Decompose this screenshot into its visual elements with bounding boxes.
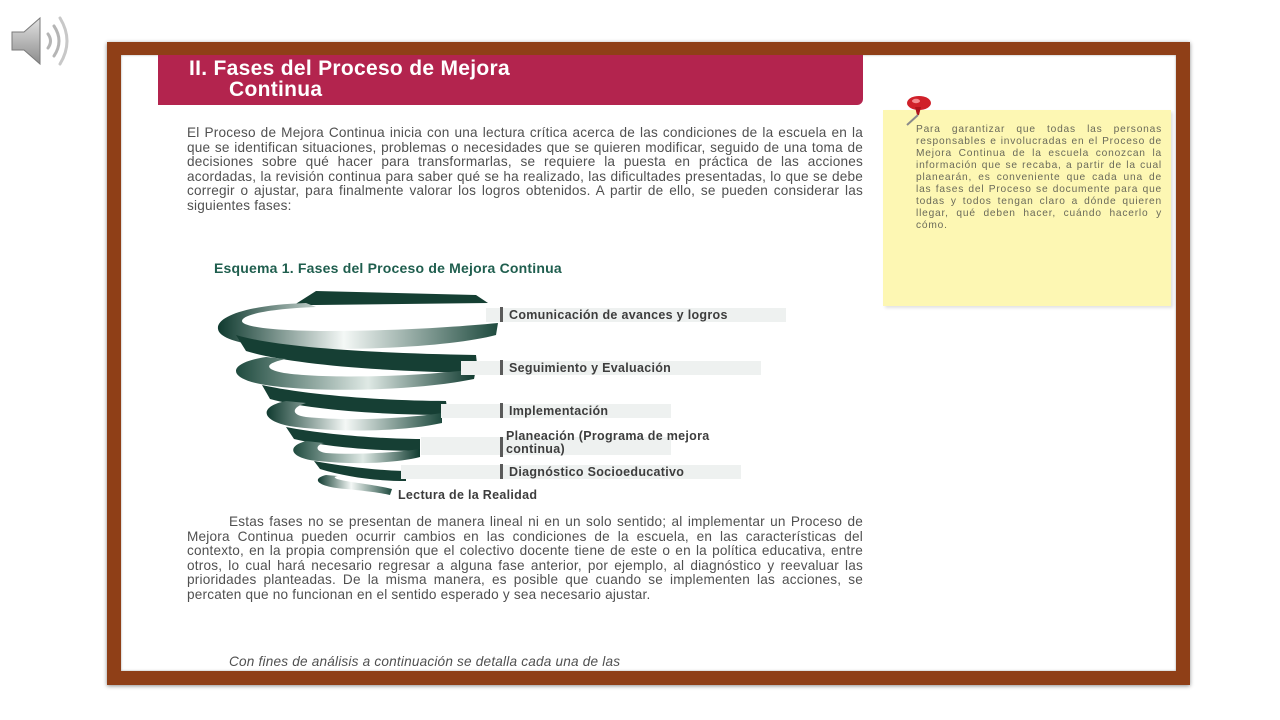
picture-frame bbox=[107, 42, 1190, 685]
phase-marker-4 bbox=[500, 437, 503, 457]
speaker-icon[interactable] bbox=[8, 12, 74, 70]
phase-label-planning: Planeación (Programa de mejora continua) bbox=[506, 429, 710, 456]
document-page bbox=[121, 55, 1176, 671]
intro-paragraph: El Proceso de Mejora Continua inicia con una lectura crítica acerca de las condiciones de la escuela en la que se identifican situaciones, problemas o necesidades que se quieren modificar, seguido de una toma de decisiones sobre qué hacer para transformarlas, se requiere la puesta en práctica de las acciones acordadas, la revisión continua para saber qué se ha realizado, las dificultades presentadas, lo que se debe corregir o ajustar, para finalmente valorar los logros obtenidos. A partir de ello, se pueden considerar las siguientes fases: bbox=[187, 125, 863, 213]
phase-marker-2 bbox=[500, 360, 503, 375]
scheme-title: Esquema 1. Fases del Proceso de Mejora Continua bbox=[214, 260, 562, 276]
phase-label-communication: Comunicación de avances y logros bbox=[509, 308, 728, 322]
sticky-note-text: Para garantizar que todas las personas responsables e involucradas en el Proceso de Mejora Continua de la escuela conozcan la información que se recaba, a partir de la cual planearán, es conveniente que cada una de las fases del Proceso se documente para que todas y todos tengan claro a dónde quieren llegar, qué deben hacer, cuándo hacerlo y cómo. bbox=[916, 124, 1162, 231]
phase-marker-5 bbox=[500, 464, 503, 479]
phase-label-reading: Lectura de la Realidad bbox=[398, 488, 538, 502]
phase-label-evaluation: Seguimiento y Evaluación bbox=[509, 361, 672, 375]
sticky-note bbox=[883, 110, 1171, 306]
phase-label-implementation: Implementación bbox=[509, 404, 609, 418]
section-title bbox=[189, 58, 510, 100]
body-paragraph-3 bbox=[187, 655, 863, 670]
paragraph-3-text: Con fines de análisis a continuación se detalla cada una de las bbox=[229, 654, 621, 669]
phase-marker-3 bbox=[500, 403, 503, 418]
phase-marker-1 bbox=[500, 307, 503, 322]
section-title-line1: II. Fases del Proceso de Mejora bbox=[189, 57, 510, 80]
section-title-line2: Continua bbox=[229, 78, 323, 101]
phase-label-diagnosis: Diagnóstico Socioeducativo bbox=[509, 465, 685, 479]
spiral-top-cap bbox=[294, 291, 488, 305]
pushpin-icon bbox=[897, 93, 937, 127]
body-paragraph-2: Estas fases no se presentan de manera lineal ni en un solo sentido; al implementar un Proceso de Mejora Continua pueden ocurrir cambios en las condiciones de la escuela, en las características del contexto, en la propia comprensión que el colectivo docente tiene de este o en la política educativa, entre otros, lo cual hará necesario regresar a alguna fase anterior, por ejemplo, al diagnóstico y reevaluar las prioridades planteadas. De la misma manera, es posible que cuando se implementen las acciones, se percaten que no funcionan en el sentido esperado y sea necesario ajustar. bbox=[187, 514, 863, 602]
